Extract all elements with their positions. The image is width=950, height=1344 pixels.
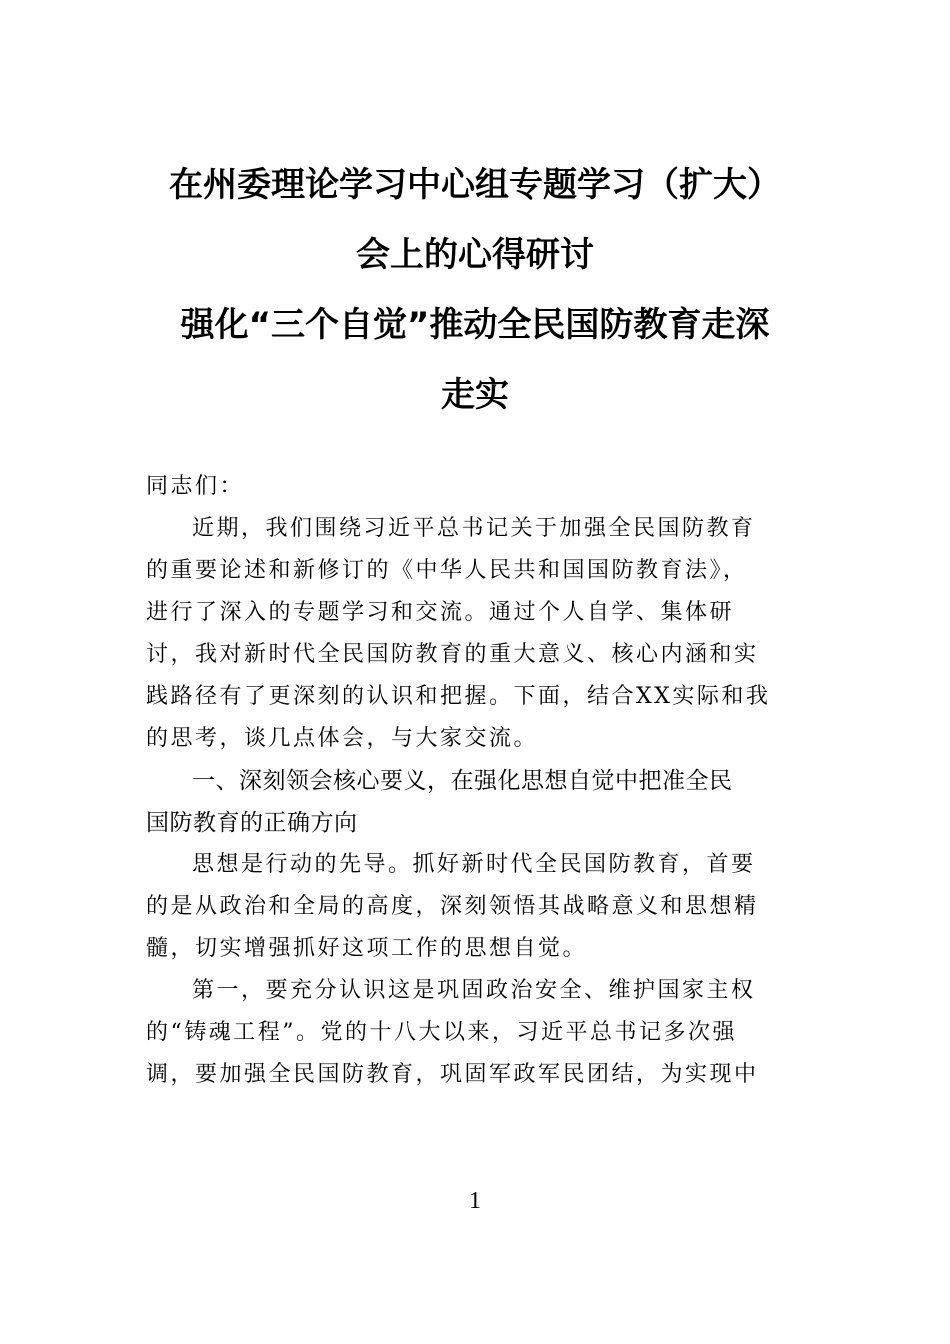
- intro-line-4: 讨，我对新时代全民国防教育的重大意义、核心内涵和实: [146, 642, 759, 667]
- section-1-heading-line-1: 一、深刻领会核心要义，在强化思想自觉中把准全民: [192, 768, 733, 794]
- section-1-heading-line-2: 国防教育的正确方向: [146, 810, 358, 836]
- point-1-line-3: 调，要加强全民国防教育，巩固军政军民团结，为实现中: [146, 1062, 759, 1087]
- point-1-line-1: 第一，要充分认识这是巩固政治安全、维护国家主权: [192, 978, 756, 1003]
- title-line-2: 会上的心得研讨: [356, 235, 594, 275]
- section-1-para-line-2: 的是从政治和全局的高度，深刻领悟其战略意义和思想精: [146, 894, 759, 919]
- section-1-para-line-3: 髓，切实增强抓好这项工作的思想自觉。: [146, 936, 588, 961]
- point-1-line-2: 的“铸魂工程”。党的十八大以来，习近平总书记多次强: [146, 1020, 737, 1045]
- intro-line-1: 近期，我们围绕习近平总书记关于加强全民国防教育: [192, 516, 756, 541]
- title-line-4: 走实: [441, 375, 509, 415]
- section-1-para-line-1: 思想是行动的先导。抓好新时代全民国防教育，首要: [192, 852, 756, 877]
- title-line-1: 在州委理论学习中心组专题学习（扩大）: [169, 165, 781, 205]
- intro-line-5: 践路径有了更深刻的认识和把握。下面，结合XX实际和我: [146, 684, 771, 709]
- document-title: [120, 150, 830, 430]
- page-number: 1: [469, 1188, 481, 1214]
- title-line-3: 强化“三个自觉”推动全民国防教育走深: [180, 305, 770, 345]
- salutation: 同志们：: [146, 474, 245, 499]
- intro-line-6: 的思考，谈几点体会，与大家交流。: [146, 726, 539, 751]
- document-body: [146, 466, 806, 1096]
- intro-line-3: 进行了深入的专题学习和交流。通过个人自学、集体研: [146, 600, 735, 625]
- intro-line-2: 的重要论述和新修订的《中华人民共和国国防教育法》，: [146, 558, 748, 583]
